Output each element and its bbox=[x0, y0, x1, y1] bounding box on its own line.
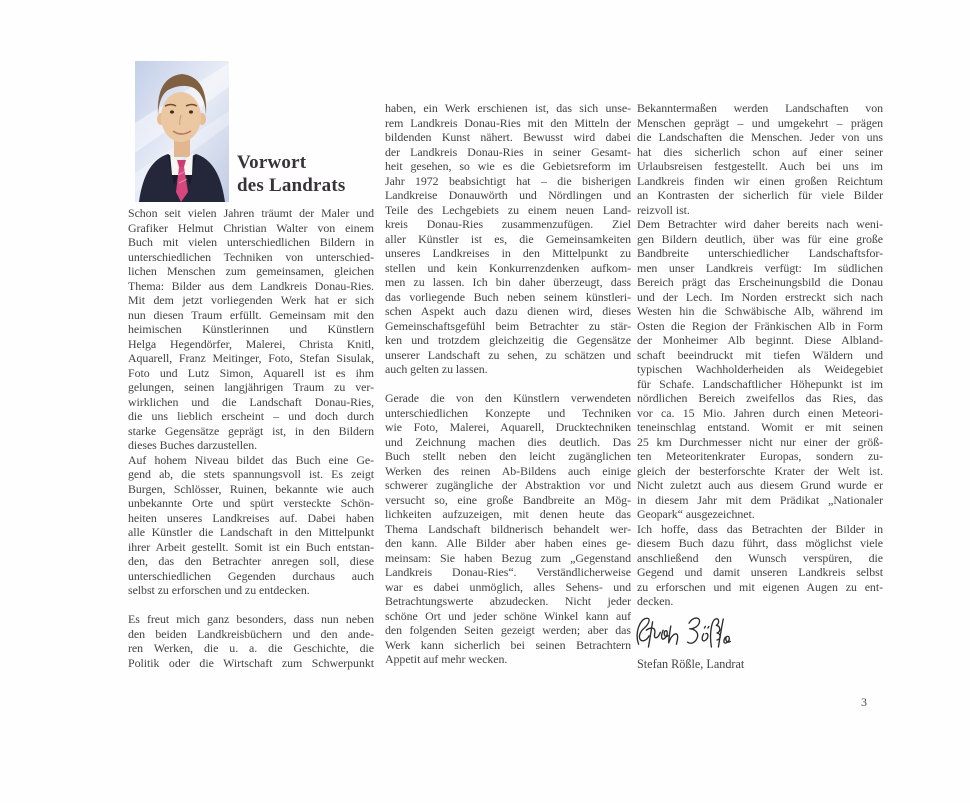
paragraph bbox=[128, 612, 374, 670]
text-line: in diesem Jahr mit dem Prädikat „Nationaler bbox=[637, 492, 883, 507]
text-line: den kann. Alle Bilder aber haben eines ge- bbox=[385, 536, 631, 550]
text-line: lichkeiten aufzuzeigen, mit denen heute das bbox=[385, 507, 631, 521]
text-line: ren Werken, die u. a. die Geschichte, die bbox=[128, 641, 374, 655]
paragraph bbox=[637, 217, 883, 522]
text-line: Burgen, Schlösser, Ruinen, bekannte wie auch bbox=[128, 481, 374, 496]
text-column-middle bbox=[385, 101, 631, 667]
text-line: diesem Buch dazu führt, dass möglichst viele bbox=[637, 536, 883, 550]
paragraph bbox=[637, 101, 883, 217]
text-line: Thema: Bilder aus dem Landkreis Donau-Ries. bbox=[128, 278, 374, 293]
text-line: nun diesen Traum erfüllt. Gemeinsam mit den bbox=[128, 307, 374, 322]
text-line: Schon seit vielen Jahren träumt der Maler und bbox=[128, 206, 374, 220]
text-line: Gemeinschaftsgefühl beim Betrachter zu stär- bbox=[385, 318, 631, 333]
text-line: hat dies sicherlich schon auf einer seiner bbox=[637, 144, 883, 159]
page-number: 3 bbox=[861, 695, 867, 709]
text-line: Landkreis finden wir einen großen Reichtum bbox=[637, 173, 883, 188]
text-line: den beiden Landkreisbüchern und den ande- bbox=[128, 626, 374, 641]
text-line: rem Landkreis Donau-Ries mit den Mitteln der bbox=[385, 115, 631, 130]
text-line: Mit dem jetzt vorliegenden Werk hat er sich bbox=[128, 293, 374, 307]
text-line: gend ab, die stets spannungsvoll ist. Es zeigt bbox=[128, 467, 374, 481]
text-line: Gegend und damit unseren Landkreis selbst bbox=[637, 565, 883, 579]
text-line: war es dabei unmöglich, alles Sehens- und bbox=[385, 579, 631, 594]
text-line: Auf hohem Niveau bildet das Buch eine Ge- bbox=[128, 452, 374, 467]
text-line: Appetit auf mehr wecken. bbox=[385, 652, 508, 666]
text-line: heimischen Künstlerinnen und Künstlern bbox=[128, 322, 374, 336]
text-line: 25 km Durchmesser nicht nur einer der größ- bbox=[637, 434, 883, 449]
text-line: und Zeichnung machen dies deutlich. Das bbox=[385, 434, 631, 449]
title-line-1: Vorwort bbox=[237, 152, 307, 173]
text-line: aller Künstler ist es, die Gemeinsamkeiten bbox=[385, 231, 631, 246]
text-line: schaft beeindruckt mit tiefen Wäldern und bbox=[637, 347, 883, 362]
text-line: für Schafe. Landschaftlicher Höhepunkt ist im bbox=[637, 376, 883, 391]
signature-handwriting bbox=[633, 612, 731, 654]
text-line: unterschiedlichen Konzepte und Techniken bbox=[385, 405, 631, 420]
text-line: schwerer zugängliche der Abstraktion vor und bbox=[385, 478, 631, 492]
text-line: meinsam: Sie haben Bezug zum „Gegenstand bbox=[385, 550, 631, 565]
text-line: Foto und Lutz Simon, Aquarell ist es ihm bbox=[128, 365, 374, 380]
text-line: der Monheimer Alb beginnt. Diese Albland- bbox=[637, 333, 883, 347]
paragraph bbox=[637, 522, 883, 609]
text-line: dieses Buches darzustellen. bbox=[128, 438, 258, 452]
text-line: das vorliegende Buch neben seinem künstleri- bbox=[385, 289, 631, 304]
text-line: Werk kann sicherlich bei seinen Betrachtern bbox=[385, 637, 631, 652]
text-line: Thema Landschaft bildnerisch behandelt wer- bbox=[385, 521, 631, 536]
text-line: Osten die Region der Fränkischen Alb in Form bbox=[637, 318, 883, 333]
text-line: gen Bildern deutlich, über was für eine große bbox=[637, 231, 883, 246]
text-column-right bbox=[637, 101, 883, 609]
text-line: Gerade die von den Künstlern verwendeten bbox=[385, 391, 631, 405]
text-line: wie Foto, Malerei, Aquarell, Drucktechniken bbox=[385, 420, 631, 434]
page-title bbox=[237, 151, 346, 197]
text-line: starke Gegensätze geprägt ist, in den Bildern bbox=[128, 423, 374, 438]
text-line: Buch stellt neben den leicht zugänglichen bbox=[385, 449, 631, 463]
text-line: unseres Landkreises in den Mittelpunkt zu bbox=[385, 246, 631, 260]
text-line: ken und trotzdem gleichzeitig die Gegensätze bbox=[385, 333, 631, 347]
text-line: Betrachtungswerte abzudecken. Nicht jeder bbox=[385, 594, 631, 608]
text-line: bildenden Kunst nähert. Bewusst wird dabei bbox=[385, 130, 631, 144]
paragraph bbox=[128, 453, 374, 598]
text-line: alle Künstler die Landschaft in den Mittelpunkt bbox=[128, 525, 374, 539]
text-line: den, das den Betrachter anregen soll, diese bbox=[128, 554, 374, 568]
text-line: versucht so, eine große Bandbreite an Mög- bbox=[385, 492, 631, 507]
text-line: heit gesehen, so wie es die Gebietsreform im bbox=[385, 159, 631, 173]
text-line: Buch mit vielen unterschiedlichen Bildern in bbox=[128, 235, 374, 249]
text-line: Aquarell, Franz Meitinger, Foto, Stefan Sisulak, bbox=[128, 351, 374, 365]
text-line: decken. bbox=[637, 594, 674, 608]
text-line: den folgenden Seiten gezeigt werden; aber das bbox=[385, 623, 631, 637]
signature-strokes bbox=[633, 612, 731, 654]
text-line: anschließend den Wunsch verspüren, die bbox=[637, 550, 883, 565]
text-line: Urlaubsreisen festgestellt. Auch bei uns im bbox=[637, 159, 883, 173]
text-line: unterschiedlichen Techniken von unterschied- bbox=[128, 249, 374, 264]
text-line: gleich der besterforschte Krater der Welt ist. bbox=[637, 463, 883, 478]
paragraph bbox=[128, 206, 374, 453]
text-line: men unser Landkreis verfügt: Im südlichen bbox=[637, 260, 883, 275]
text-column-left bbox=[128, 206, 374, 670]
text-line: kreis Donau-Ries zusammenzufügen. Ziel bbox=[385, 217, 631, 231]
text-line: unterschiedlichen Gegenden durchaus auch bbox=[128, 568, 374, 583]
text-line: Dem Betrachter wird daher bereits nach weni- bbox=[637, 217, 883, 231]
text-line: wirklichen und die Landschaft Donau-Ries, bbox=[128, 394, 374, 409]
text-line: Grafiker Helmut Christian Walter von einem bbox=[128, 220, 374, 235]
text-line: Menschen geprägt – und umgekehrt – prägen bbox=[637, 115, 883, 130]
text-line: reizvoll ist. bbox=[637, 202, 690, 217]
paragraph bbox=[385, 391, 631, 667]
portrait-photo bbox=[135, 61, 229, 202]
title-line-2: des Landrats bbox=[237, 175, 346, 196]
text-line: vor ca. 15 Mio. Jahren durch einen Meteori- bbox=[637, 405, 883, 420]
text-line: ten Meteoritenkrater Europas, sondern zu- bbox=[637, 449, 883, 463]
text-line: lichen Menschen zum gemeinsamen, gleichen bbox=[128, 264, 374, 278]
text-line: und der Lech. Im Norden erstreckt sich nach bbox=[637, 289, 883, 304]
text-line: Jahr 1972 beabsichtigt hat – die bisherigen bbox=[385, 173, 631, 188]
text-line: haben, ein Werk erschienen ist, das sich unse- bbox=[385, 101, 631, 115]
text-line: unbekannte Orte und spürt versteckte Schön- bbox=[128, 496, 374, 510]
text-line: men zu lassen. Ich bin daher überzeugt, dass bbox=[385, 275, 631, 289]
text-line: Geopark“ ausgezeichnet. bbox=[637, 507, 755, 521]
text-line: nördlichen Bereich zweifellos das Ries, das bbox=[637, 391, 883, 405]
text-line: der Landkreis Donau-Ries in seiner Gesamt- bbox=[385, 144, 631, 159]
text-line: teneinschlag entstand. Womit er mit seinen bbox=[637, 420, 883, 434]
text-line: selbst zu erforschen und zu entdecken. bbox=[128, 583, 310, 597]
text-line: Politik oder die Wirtschaft zum Schwerpunkt bbox=[128, 655, 374, 670]
text-line: Bereich prägt das Erscheinungsbild die Donau bbox=[637, 275, 883, 289]
text-line: Ich hoffe, dass das Betrachten der Bilder in bbox=[637, 521, 883, 536]
text-line: Bandbreite unterschiedlicher Landschaftsfor- bbox=[637, 246, 883, 260]
text-line: Teile des Lechgebiets zu einem neuen Land- bbox=[385, 202, 631, 217]
text-line: Es freut mich ganz besonders, dass nun neben bbox=[128, 612, 374, 626]
text-line: Landkreis Donau-Ries“. Verständlicherweise bbox=[385, 565, 631, 579]
text-line: zu erforschen und mit eigenen Augen zu ent- bbox=[637, 579, 883, 594]
signature-caption: Stefan Rößle, Landrat bbox=[637, 657, 745, 671]
text-line: schen Aspekt auch dazu dienen wird, dieses bbox=[385, 304, 631, 318]
text-line: Werken des reinen Ab-Bildens auch einige bbox=[385, 463, 631, 478]
text-line: die Landschaften die Menschen. Jeder von uns bbox=[637, 130, 883, 144]
portrait-illustration bbox=[135, 61, 229, 202]
text-line: gelungen, seinen langjährigen Traum zu ver- bbox=[128, 380, 374, 394]
text-line: unserer Landschaft zu sehen, zu schätzen und bbox=[385, 347, 631, 362]
text-line: typischen Wachholderheiden als Weidegebiet bbox=[637, 362, 883, 376]
text-line: Westen hin die Schwäbische Alb, während im bbox=[637, 304, 883, 318]
text-line: stellen und kein Konkurrenzdenken aufkom- bbox=[385, 260, 631, 275]
text-line: auch gelten zu lassen. bbox=[385, 362, 488, 376]
text-line: an Kontrasten der sicherlich für viele Bilder bbox=[637, 188, 883, 202]
text-line: die uns lieblich erscheint – und doch durch bbox=[128, 409, 374, 423]
text-line: ihrer Arbeit gestellt. Somit ist ein Buch entstan- bbox=[128, 539, 374, 554]
text-line: Bekanntermaßen werden Landschaften von bbox=[637, 101, 883, 115]
text-line: Landkreise Donauwörth und Nördlingen und bbox=[385, 188, 631, 202]
text-line: Helga Hegendörfer, Malerei, Christa Knitl, bbox=[128, 336, 374, 351]
text-line: Nicht zuletzt auch aus diesem Grund wurde er bbox=[637, 478, 883, 492]
text-line: schöne Ort und jeder schöne Winkel kann auf bbox=[385, 608, 631, 623]
paragraph bbox=[385, 101, 631, 377]
text-line: heiten unseres Landkreises auf. Dabei haben bbox=[128, 510, 374, 525]
